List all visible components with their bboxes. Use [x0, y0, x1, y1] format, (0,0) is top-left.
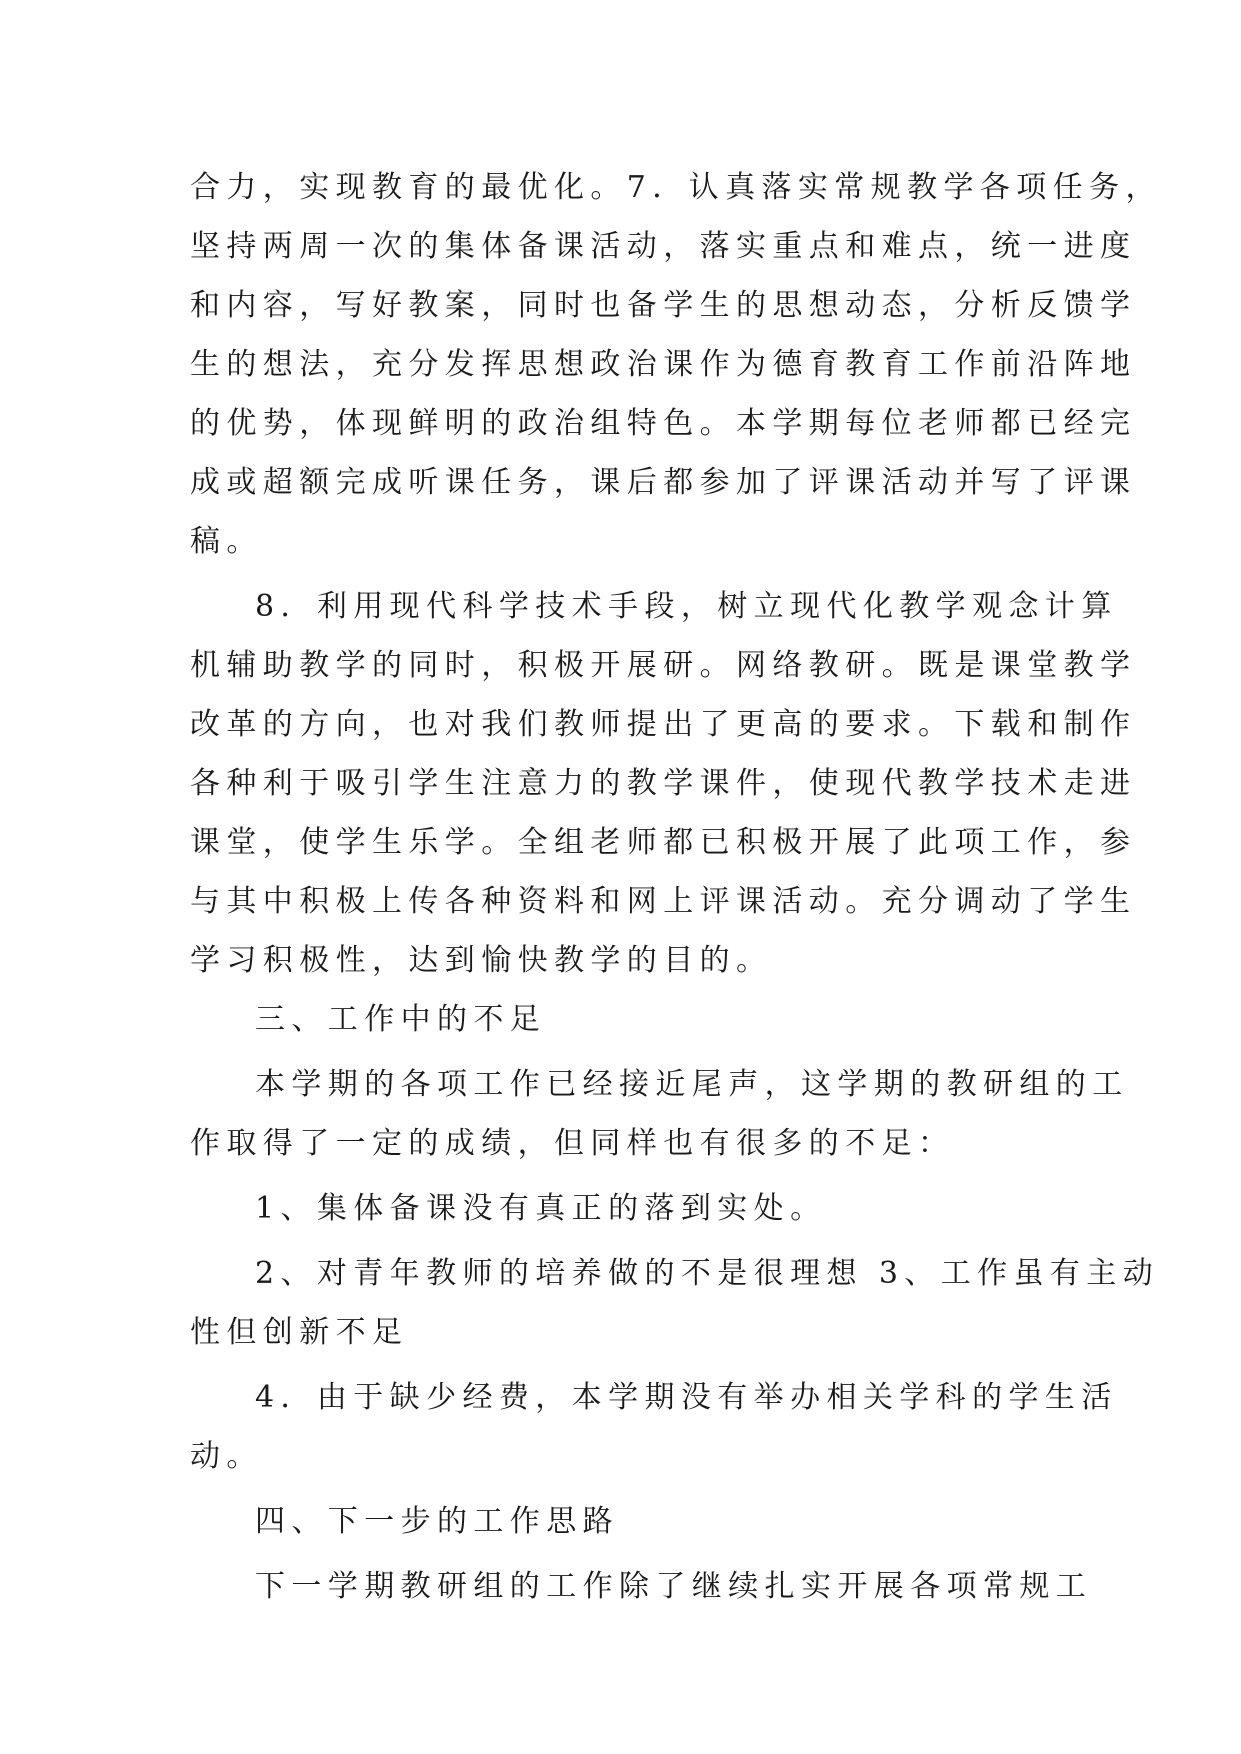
text-line: 动。: [190, 1439, 263, 1474]
text-line: 8．利用现代科学技术手段，树立现代化教学观念计算: [255, 589, 1118, 624]
text-line: 机辅助教学的同时，积极开展研。网络教研。既是课堂教学: [190, 648, 1137, 683]
text-line: 合力，实现教育的最优化。7．认真落实常规教学各项任务，: [190, 170, 1162, 205]
text-line: 的优势，体现鲜明的政治组特色。本学期每位老师都已经完: [190, 406, 1137, 441]
text-line: 成或超额完成听课任务，课后都参加了评课活动并写了评课: [190, 465, 1137, 500]
text-line: 本学期的各项工作已经接近尾声，这学期的教研组的工: [255, 1067, 1129, 1102]
text-line: 改革的方向，也对我们教师提出了更高的要求。下载和制作: [190, 707, 1137, 742]
list-item: 2、对青年教师的培养做的不是很理想 3、工作虽有主动: [255, 1256, 1160, 1291]
text-line: 课堂，使学生乐学。全组老师都已积极开展了此项工作，参: [190, 825, 1137, 860]
text-line: 与其中积极上传各种资料和网上评课活动。充分调动了学生: [190, 884, 1137, 919]
text-line: 作取得了一定的成绩，但同样也有很多的不足：: [190, 1126, 955, 1161]
text-line: 各种利于吸引学生注意力的教学课件，使现代教学技术走进: [190, 766, 1137, 801]
list-item: 4．由于缺少经费，本学期没有举办相关学科的学生活: [255, 1380, 1118, 1415]
section-heading: 四、下一步的工作思路: [255, 1504, 619, 1539]
text-line: 稿。: [190, 524, 263, 559]
text-line: 和内容，写好教案，同时也备学生的思想动态，分析反馈学: [190, 288, 1137, 323]
text-line: 下一学期教研组的工作除了继续扎实开展各项常规工: [255, 1569, 1093, 1604]
list-item: 1、集体备课没有真正的落到实处。: [255, 1191, 827, 1226]
text-line: 学习积极性，达到愉快教学的目的。: [190, 943, 773, 978]
text-line: 坚持两周一次的集体备课活动，落实重点和难点，统一进度: [190, 229, 1137, 264]
text-line: 生的想法，充分发挥思想政治课作为德育教育工作前沿阵地: [190, 347, 1137, 382]
text-line: 性但创新不足: [190, 1315, 409, 1350]
section-heading: 三、工作中的不足: [255, 1002, 547, 1037]
